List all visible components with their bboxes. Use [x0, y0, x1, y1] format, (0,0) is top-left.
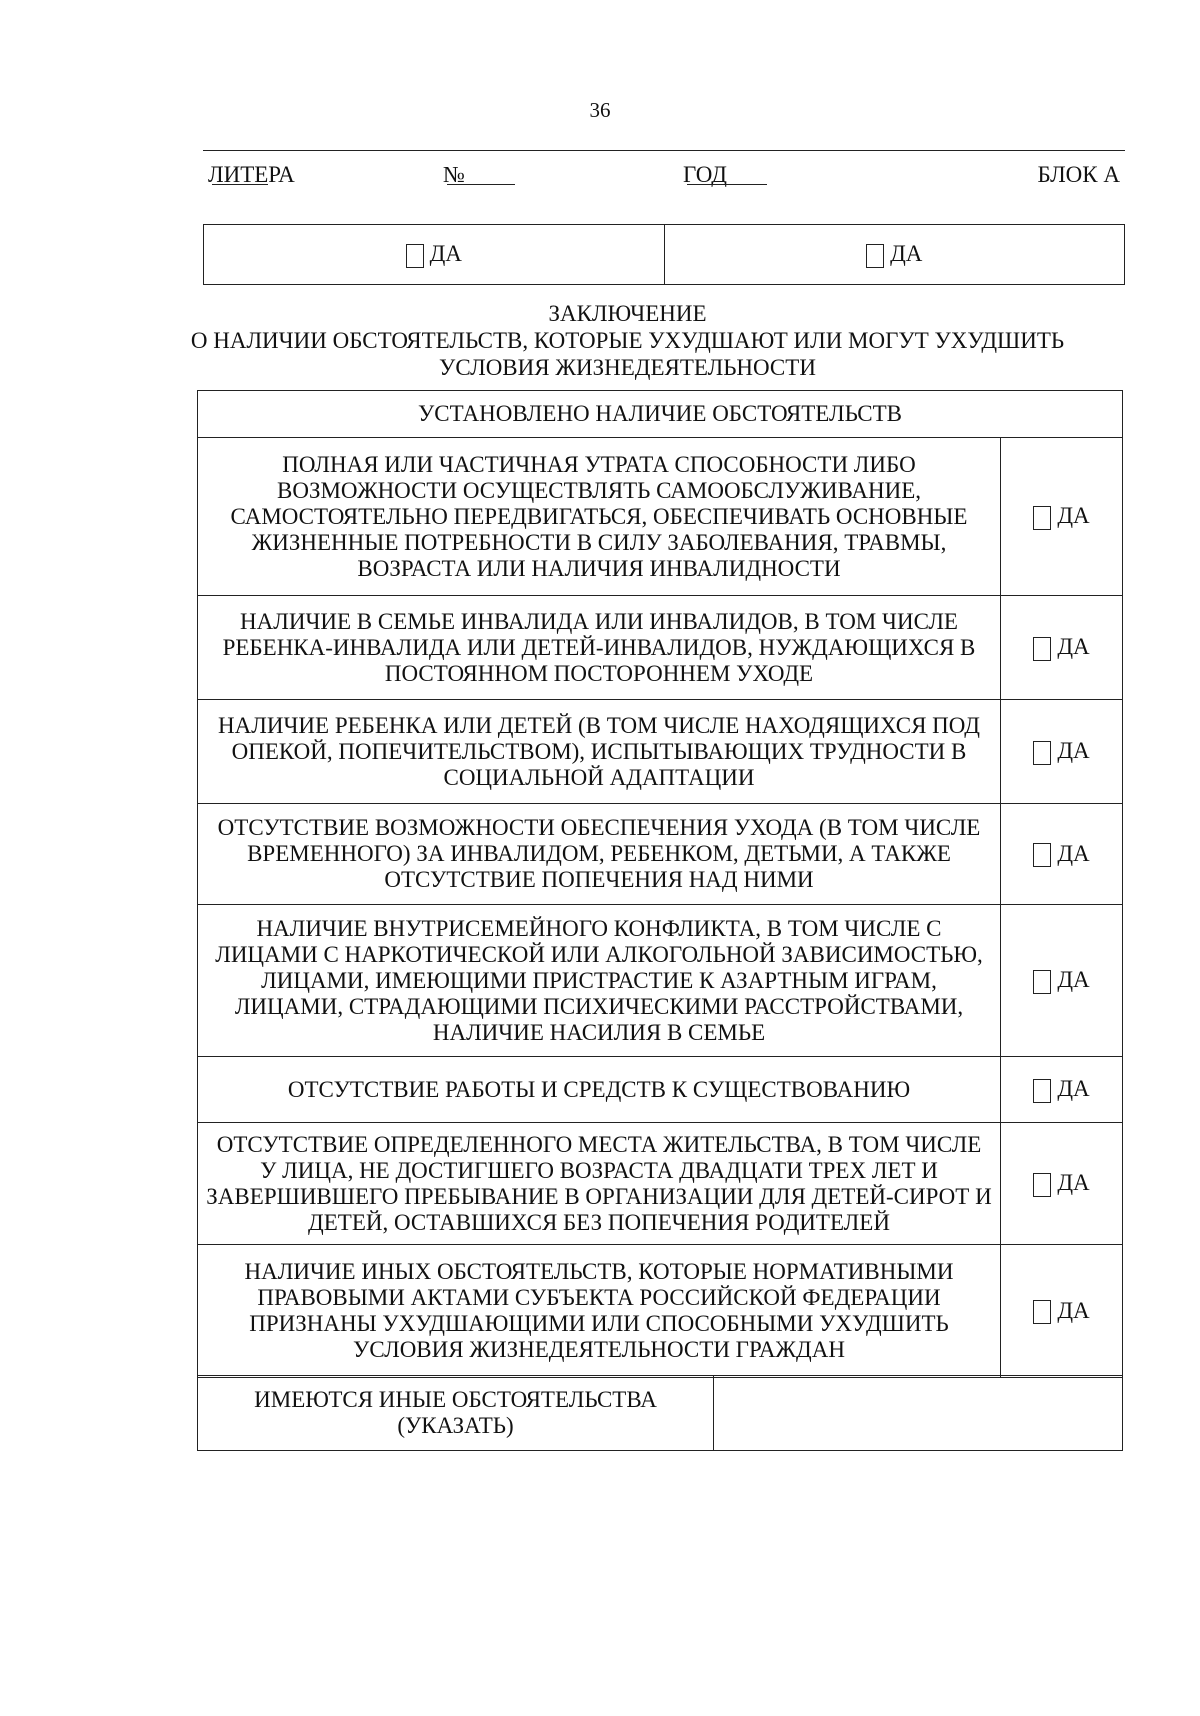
- checkbox[interactable]: [866, 244, 884, 268]
- checkbox[interactable]: [1033, 1079, 1051, 1103]
- checkbox[interactable]: [1033, 637, 1051, 661]
- row-text: НАЛИЧИЕ ИНЫХ ОБСТОЯТЕЛЬСТВ, КОТОРЫЕ НОРМАТИВНЫМИ ПРАВОВЫМИ АКТАМИ СУБЪЕКТА РОССИЙСКОЙ ФЕДЕРАЦИИ ПРИЗНАНЫ УХУДШАЮЩИМИ ИЛИ СПОСОБНЫМИ УХУДШИТЬ УСЛОВИЯ ЖИЗНЕДЕЯТЕЛЬНОСТИ ГРАЖДАН: [198, 1245, 1001, 1378]
- table-row: [198, 438, 1123, 596]
- row-check[interactable]: [1001, 596, 1123, 700]
- checkbox[interactable]: [1033, 506, 1051, 530]
- check-label: ДА: [1057, 634, 1090, 660]
- divider: [203, 150, 1125, 151]
- checkbox[interactable]: [1033, 741, 1051, 765]
- table-row: [198, 700, 1123, 804]
- checkbox[interactable]: [1033, 843, 1051, 867]
- row-check[interactable]: [1001, 804, 1123, 905]
- title-line: О НАЛИЧИИ ОБСТОЯТЕЛЬСТВ, КОТОРЫЕ УХУДШАЮТ ИЛИ МОГУТ УХУДШИТЬ: [190, 328, 1065, 353]
- document-title: [150, 300, 1105, 381]
- other-circumstances-table: [197, 1375, 1123, 1451]
- row-text: ОТСУТСТВИЕ ВОЗМОЖНОСТИ ОБЕСПЕЧЕНИЯ УХОДА (В ТОМ ЧИСЛЕ ВРЕМЕННОГО) ЗА ИНВАЛИДОМ, РЕБЕНКОМ, ДЕТЬМИ, А ТАКЖЕ ОТСУТСТВИЕ ПОПЕЧЕНИЯ НАД НИМИ: [198, 804, 1001, 905]
- check-label: ДА: [1057, 738, 1090, 764]
- checkbox[interactable]: [1033, 1300, 1051, 1324]
- page-number: 36: [589, 98, 611, 122]
- check-label: ДА: [1057, 840, 1090, 866]
- title-line: УСЛОВИЯ ЖИЗНЕДЕЯТЕЛЬНОСТИ: [439, 355, 816, 380]
- checkbox[interactable]: [406, 244, 424, 268]
- table-row: [198, 905, 1123, 1057]
- block-label: БЛОК А: [1037, 162, 1120, 187]
- table-row: [198, 1123, 1123, 1245]
- meta-line: [208, 162, 1120, 192]
- number-label: №: [443, 162, 465, 187]
- table-row: [198, 804, 1123, 905]
- check-label: ДА: [1057, 1170, 1090, 1196]
- row-text: ПОЛНАЯ ИЛИ ЧАСТИЧНАЯ УТРАТА СПОСОБНОСТИ ЛИБО ВОЗМОЖНОСТИ ОСУЩЕСТВЛЯТЬ САМООБСЛУЖИВАНИЕ, САМОСТОЯТЕЛЬНО ПЕРЕДВИГАТЬСЯ, ОБЕСПЕЧИВАТЬ ОСНОВНЫЕ ЖИЗНЕННЫЕ ПОТРЕБНОСТИ В СИЛУ ЗАБОЛЕВАНИЯ, ТРАВМЫ, ВОЗРАСТА ИЛИ НАЛИЧИЯ ИНВАЛИДНОСТИ: [198, 438, 1001, 596]
- row-check[interactable]: [1001, 438, 1123, 596]
- row-text: ОТСУТСТВИЕ РАБОТЫ И СРЕДСТВ К СУЩЕСТВОВАНИЮ: [198, 1057, 1001, 1123]
- checkbox[interactable]: [1033, 970, 1051, 994]
- table-row: [198, 1057, 1123, 1123]
- top-check-table: [203, 224, 1125, 285]
- check-label: ДА: [1057, 1076, 1090, 1102]
- top-check-2[interactable]: [664, 225, 1125, 285]
- year-label: ГОД: [683, 162, 727, 187]
- row-check[interactable]: [1001, 700, 1123, 804]
- table-row: [198, 596, 1123, 700]
- table-header: УСТАНОВЛЕНО НАЛИЧИЕ ОБСТОЯТЕЛЬСТВ: [198, 391, 1123, 438]
- check-label: ДА: [1057, 503, 1090, 529]
- row-text: НАЛИЧИЕ ВНУТРИСЕМЕЙНОГО КОНФЛИКТА, В ТОМ ЧИСЛЕ С ЛИЦАМИ С НАРКОТИЧЕСКОЙ ИЛИ АЛКОГОЛЬНОЙ ЗАВИСИМОСТЬЮ, ЛИЦАМИ, ИМЕЮЩИМИ ПРИСТРАСТИЕ К АЗАРТНЫМ ИГРАМ, ЛИЦАМИ, СТРАДАЮЩИМИ ПСИХИЧЕСКИМИ РАССТРОЙСТВАМИ, НАЛИЧИЕ НАСИЛИЯ В СЕМЬЕ: [198, 905, 1001, 1057]
- row-check[interactable]: [1001, 1057, 1123, 1123]
- title-line: ЗАКЛЮЧЕНИЕ: [548, 301, 707, 326]
- row-text: НАЛИЧИЕ РЕБЕНКА ИЛИ ДЕТЕЙ (В ТОМ ЧИСЛЕ НАХОДЯЩИХСЯ ПОД ОПЕКОЙ, ПОПЕЧИТЕЛЬСТВОМ), ИСПЫТЫВАЮЩИХ ТРУДНОСТИ В СОЦИАЛЬНОЙ АДАПТАЦИИ: [198, 700, 1001, 804]
- row-check[interactable]: [1001, 905, 1123, 1057]
- circumstances-table: [197, 390, 1123, 1378]
- check-label: ДА: [1057, 967, 1090, 993]
- litera-label: ЛИТЕРА: [208, 162, 295, 187]
- row-text: ОТСУТСТВИЕ ОПРЕДЕЛЕННОГО МЕСТА ЖИТЕЛЬСТВА, В ТОМ ЧИСЛЕ У ЛИЦА, НЕ ДОСТИГШЕГО ВОЗРАСТА ДВАДЦАТИ ТРЕХ ЛЕТ И ЗАВЕРШИВШЕГО ПРЕБЫВАНИЕ В ОРГАНИЗАЦИИ ДЛЯ ДЕТЕЙ-СИРОТ И ДЕТЕЙ, ОСТАВШИХСЯ БЕЗ ПОПЕЧЕНИЯ РОДИТЕЛЕЙ: [198, 1123, 1001, 1245]
- check-label: ДА: [890, 241, 923, 267]
- check-label: ДА: [1057, 1297, 1090, 1323]
- top-check-1[interactable]: [204, 225, 665, 285]
- other-label: ИМЕЮТСЯ ИНЫЕ ОБСТОЯТЕЛЬСТВА (УКАЗАТЬ): [198, 1376, 714, 1451]
- row-check[interactable]: [1001, 1123, 1123, 1245]
- checkbox[interactable]: [1033, 1173, 1051, 1197]
- table-row: [198, 1245, 1123, 1378]
- row-check[interactable]: [1001, 1245, 1123, 1378]
- check-label: ДА: [429, 241, 462, 267]
- row-text: НАЛИЧИЕ В СЕМЬЕ ИНВАЛИДА ИЛИ ИНВАЛИДОВ, В ТОМ ЧИСЛЕ РЕБЕНКА-ИНВАЛИДА ИЛИ ДЕТЕЙ-ИНВАЛИДОВ, НУЖДАЮЩИХСЯ В ПОСТОЯННОМ ПОСТОРОННЕМ УХОДЕ: [198, 596, 1001, 700]
- other-input[interactable]: [714, 1376, 1123, 1451]
